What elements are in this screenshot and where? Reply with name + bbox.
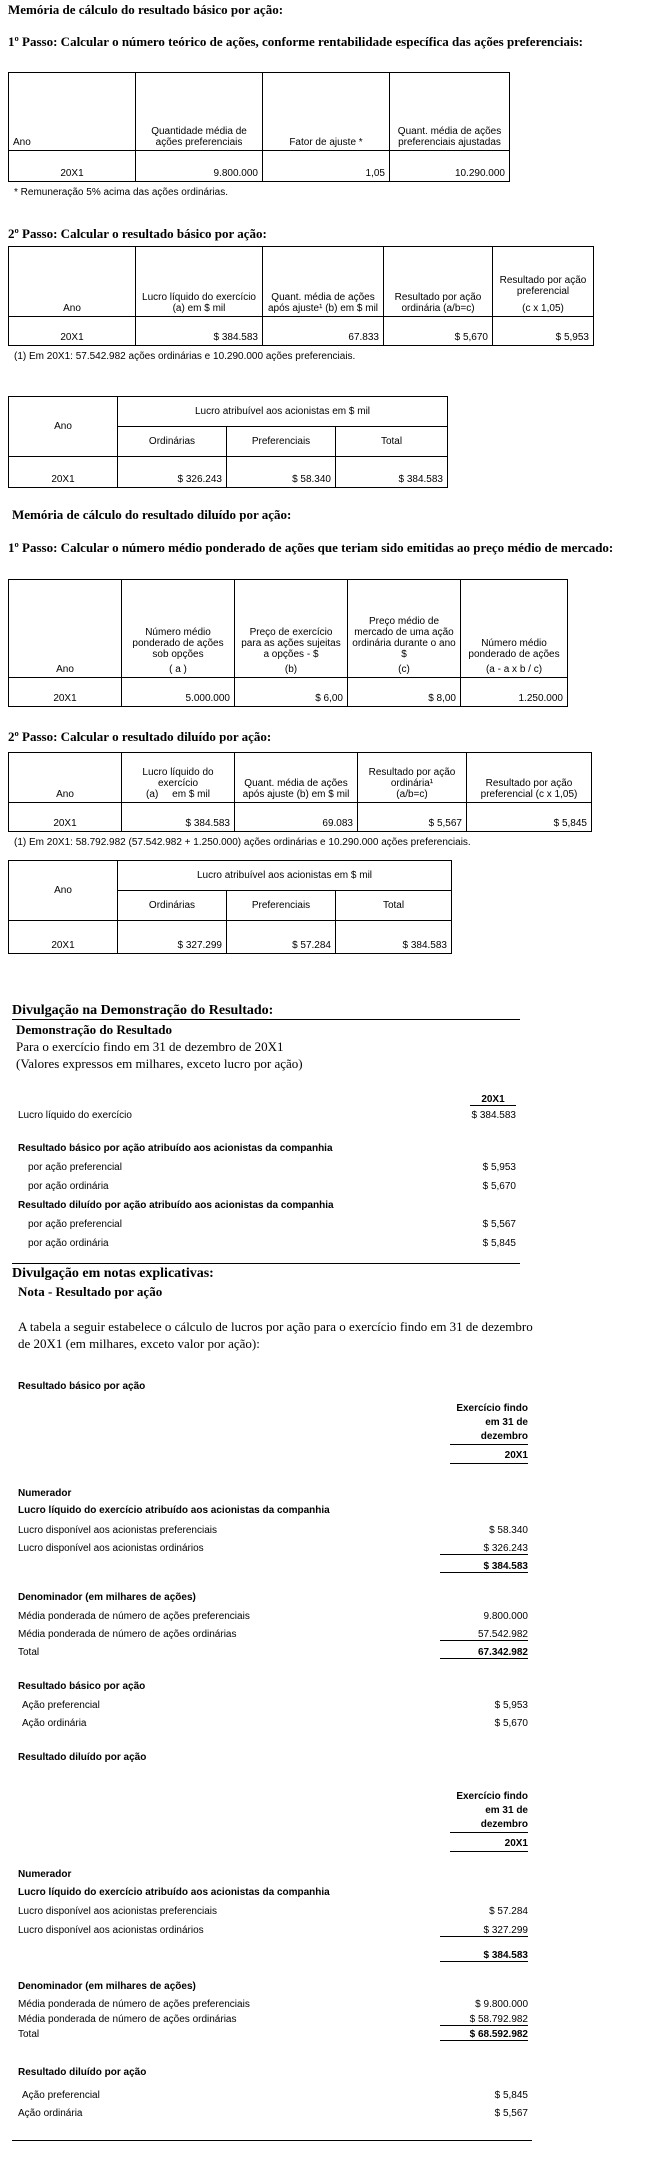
col-ano: Ano [9, 861, 118, 921]
cell-ano: 20X1 [9, 317, 136, 346]
col-group: Lucro atribuível aos acionistas em $ mil [118, 397, 448, 427]
notes-diluted-pref-label: Lucro disponível aos acionistas preferenciais [18, 1906, 217, 1917]
dre-title: Divulgação na Demonstração do Resultado: [12, 1003, 520, 1020]
notes-basic-ord-label: Lucro disponível aos acionistas ordinários [18, 1543, 204, 1554]
basic-eps-footnote: (1) Em 20X1: 57.542.982 ações ordinárias e 10.290.000 ações preferenciais. [14, 351, 356, 362]
col-res-preferencial-label: Resultado por ação preferencial [499, 275, 587, 297]
notes-basic-dord-label: Média ponderada de número de ações ordinárias [18, 1629, 237, 1640]
notes-basic-col-line1: Exercício findo [456, 1403, 528, 1414]
dre-period: Para o exercício findo em 31 de dezembro de 20X1 [16, 1039, 284, 1054]
col-quant: Quant. média de ações após ajuste (b) em $ mil [235, 753, 358, 803]
cell-total: $ 384.583 [336, 921, 452, 954]
dre-diluted-ord-value: $ 5,845 [482, 1238, 516, 1249]
cell-quant: 67.833 [263, 317, 384, 346]
cell-ajustadas: 10.290.000 [390, 151, 510, 182]
col-ordinarias: Ordinárias [118, 891, 227, 921]
cell-res-ordinaria: $ 5,670 [384, 317, 493, 346]
dre-basic-ord-label: por ação ordinária [28, 1181, 109, 1192]
col-res-ordinaria-formula: (a/b=c) [396, 789, 428, 800]
notes-basic-ord-value: $ 326.243 [440, 1543, 528, 1555]
diluted-eps-table [8, 752, 592, 832]
dre-diluted-heading: Resultado diluído por ação atribuído aos acionistas da companhia [18, 1200, 334, 1211]
col-fator: Fator de ajuste * [263, 73, 390, 151]
col-numero-medio-formula: (a - a x b / c) [485, 664, 543, 675]
col-lucro: Lucro líquido do exercício (a) em $ mil [136, 247, 263, 317]
notes-diluted-numerator: Numerador [18, 1869, 72, 1880]
diluted-title: Memória de cálculo do resultado diluído por ação: [12, 507, 292, 522]
col-res-ordinaria [358, 753, 467, 803]
col-ordinarias: Ordinárias [118, 427, 227, 457]
notes-diluted-result-pref-value: $ 5,845 [494, 2090, 528, 2101]
notes-basic-heading: Resultado básico por ação [18, 1381, 146, 1392]
col-numero-medio-label: Número médio ponderado de ações [468, 638, 560, 660]
col-res-preferencial [493, 247, 594, 317]
col-lucro [122, 753, 235, 803]
notes-basic-result-ord-value: $ 5,670 [494, 1718, 528, 1729]
cell-lucro: $ 384.583 [122, 803, 235, 832]
dre-diluted-ord-label: por ação ordinária [28, 1238, 109, 1249]
notes-subtitle: Nota - Resultado por ação [18, 1284, 163, 1299]
col-preco-exercicio-label: Preço de exercício para as ações sujeitas a opções - $ [241, 627, 341, 660]
dre-basic-heading: Resultado básico por ação atribuído aos acionistas da companhia [18, 1143, 333, 1154]
col-preferenciais: Preferenciais [227, 427, 336, 457]
notes-diluted-dpref-label: Média ponderada de número de ações preferenciais [18, 1999, 250, 2010]
col-ano: Ano [9, 73, 136, 151]
cell-fator: 1,05 [263, 151, 390, 182]
notes-diluted-result-ord-label: Ação ordinária [18, 2108, 83, 2119]
col-preco-mercado-ref: (c) [398, 664, 410, 675]
notes-basic-col-line3: dezembro [450, 1430, 528, 1445]
col-total: Total [336, 891, 452, 921]
notes-divider [12, 2140, 532, 2141]
col-quant: Quant. média de ações após ajuste¹ (b) em $ mil [263, 247, 384, 317]
notes-basic-sum: $ 384.583 [440, 1561, 528, 1573]
cell-ordinarias: $ 327.299 [118, 921, 227, 954]
col-numero-opcoes [122, 580, 235, 678]
diluted-step2: 2º Passo: Calcular o resultado diluído por ação: [8, 729, 272, 744]
notes-diluted-col-line1: Exercício findo [456, 1791, 528, 1802]
options-table [8, 579, 568, 707]
cell-preferenciais: $ 58.340 [227, 457, 336, 488]
cell-ano: 20X1 [9, 678, 122, 707]
col-ano: Ano [9, 580, 122, 678]
dre-col-header: 20X1 [470, 1094, 516, 1106]
shares-table [8, 72, 510, 182]
notes-basic-numerator: Numerador [18, 1488, 72, 1499]
col-group: Lucro atribuível aos acionistas em $ mil [118, 861, 452, 891]
notes-diluted-col-line3: dezembro [450, 1818, 528, 1833]
col-ano: Ano [9, 247, 136, 317]
col-res-ordinaria-label: Resultado por ação ordinária¹ [368, 767, 456, 789]
notes-basic-col-year: 20X1 [450, 1449, 528, 1464]
col-ano: Ano [9, 397, 118, 457]
cell-res-ordinaria: $ 5,567 [358, 803, 467, 832]
cell-quantidade: 9.800.000 [136, 151, 263, 182]
col-lucro-unit: (a) em $ mil [146, 789, 210, 800]
notes-basic-dord-value: 57.542.982 [440, 1629, 528, 1641]
diluted-profit-table [8, 860, 452, 954]
notes-diluted-heading: Resultado diluído por ação [18, 1752, 147, 1763]
basic-title: Memória de cálculo do resultado básico por ação: [8, 2, 284, 17]
notes-basic-pref-value: $ 58.340 [489, 1525, 528, 1536]
basic-step1: 1º Passo: Calcular o número teórico de ações, conforme rentabilidade específica das ações preferenciais: [8, 34, 583, 49]
notes-basic-col-line2: em 31 de [485, 1417, 528, 1428]
dre-basic-pref-value: $ 5,953 [482, 1162, 516, 1173]
notes-diluted-dord-label: Média ponderada de número de ações ordinárias [18, 2014, 237, 2025]
col-total: Total [336, 427, 448, 457]
col-res-ordinaria: Resultado por ação ordinária (a/b=c) [384, 247, 493, 317]
basic-step2: 2º Passo: Calcular o resultado básico por ação: [8, 226, 267, 241]
cell-numero-medio: 1.250.000 [461, 678, 568, 707]
dre-divider [12, 1263, 520, 1264]
notes-diluted-dpref-value: $ 9.800.000 [475, 1999, 528, 2010]
basic-profit-table [8, 396, 448, 488]
notes-diluted-col-year: 20X1 [450, 1837, 528, 1852]
col-numero-opcoes-label: Número médio ponderado de ações sob opções [132, 627, 224, 660]
cell-ano: 20X1 [9, 151, 136, 182]
col-numero-opcoes-ref: ( a ) [169, 664, 187, 675]
notes-diluted-total-label: Total [18, 2029, 40, 2040]
notes-diluted-result-heading: Resultado diluído por ação [18, 2067, 147, 2078]
col-res-preferencial-formula: (c x 1,05) [522, 303, 564, 314]
col-preco-exercicio [235, 580, 348, 678]
notes-diluted-ord-label: Lucro disponível aos acionistas ordinários [18, 1925, 204, 1936]
col-preco-mercado-label: Preço médio de mercado de uma ação ordinária durante o ano $ [352, 616, 456, 660]
cell-preferenciais: $ 57.284 [227, 921, 336, 954]
notes-diluted-result-ord-value: $ 5,567 [494, 2108, 528, 2119]
notes-basic-total-value: 67.342.982 [440, 1647, 528, 1659]
cell-quant: 69.083 [235, 803, 358, 832]
notes-diluted-col-line2: em 31 de [485, 1805, 528, 1816]
notes-basic-result-heading: Resultado básico por ação [18, 1681, 146, 1692]
cell-ordinarias: $ 326.243 [118, 457, 227, 488]
dre-diluted-pref-label: por ação preferencial [28, 1219, 122, 1230]
cell-total: $ 384.583 [336, 457, 448, 488]
col-preferenciais: Preferenciais [227, 891, 336, 921]
diluted-eps-footnote: (1) Em 20X1: 58.792.982 (57.542.982 + 1.250.000) ações ordinárias e 10.290.000 ações preferenciais. [14, 837, 471, 848]
col-ano: Ano [9, 753, 122, 803]
notes-basic-numerator-sub: Lucro líquido do exercício atribuído aos acionistas da companhia [18, 1505, 330, 1516]
notes-basic-dpref-label: Média ponderada de número de ações preferenciais [18, 1611, 250, 1622]
dre-basic-ord-value: $ 5,670 [482, 1181, 516, 1192]
notes-basic-total-label: Total [18, 1647, 40, 1658]
notes-basic-result-ord-label: Ação ordinária [22, 1718, 87, 1729]
notes-basic-dpref-value: 9.800.000 [483, 1611, 528, 1622]
cell-res-preferencial: $ 5,953 [493, 317, 594, 346]
notes-diluted-dord-value: $ 58.792.982 [440, 2014, 528, 2026]
cell-ano: 20X1 [9, 921, 118, 954]
col-quantidade: Quantidade média de ações preferenciais [136, 73, 263, 151]
notes-basic-denominator: Denominador (em milhares de ações) [18, 1592, 196, 1603]
col-preco-mercado [348, 580, 461, 678]
dre-basic-pref-label: por ação preferencial [28, 1162, 122, 1173]
notes-basic-pref-label: Lucro disponível aos acionistas preferenciais [18, 1525, 217, 1536]
cell-preco-mercado: $ 8,00 [348, 678, 461, 707]
cell-ano: 20X1 [9, 457, 118, 488]
col-numero-medio [461, 580, 568, 678]
notes-basic-result-pref-label: Ação preferencial [22, 1700, 100, 1711]
shares-footnote: * Remuneração 5% acima das ações ordinárias. [14, 187, 228, 198]
cell-res-preferencial: $ 5,845 [467, 803, 592, 832]
cell-ano: 20X1 [9, 803, 122, 832]
col-ajustadas: Quant. média de ações preferenciais ajustadas [390, 73, 510, 151]
cell-lucro: $ 384.583 [136, 317, 263, 346]
basic-eps-table [8, 246, 594, 346]
dre-lucro-value: $ 384.583 [471, 1110, 516, 1121]
notes-diluted-result-pref-label: Ação preferencial [22, 2090, 100, 2101]
dre-lucro-label: Lucro líquido do exercício [18, 1110, 132, 1121]
notes-diluted-sum: $ 384.583 [440, 1950, 528, 1962]
notes-diluted-numerator-sub: Lucro líquido do exercício atribuído aos acionistas da companhia [18, 1887, 330, 1898]
notes-diluted-denominator: Denominador (em milhares de ações) [18, 1981, 196, 1992]
notes-diluted-total-value: $ 68.592.982 [440, 2029, 528, 2041]
col-preco-exercicio-ref: (b) [284, 664, 298, 675]
notes-diluted-col-header [450, 1790, 528, 1852]
col-lucro-label: Lucro líquido do exercício [142, 767, 214, 789]
notes-basic-result-pref-value: $ 5,953 [494, 1700, 528, 1711]
notes-basic-col-header [450, 1402, 528, 1464]
notes-title: Divulgação em notas explicativas: [12, 1266, 214, 1281]
col-res-preferencial: Resultado por ação preferencial (c x 1,05) [467, 753, 592, 803]
notes-diluted-ord-value: $ 327.299 [440, 1925, 528, 1937]
notes-diluted-pref-value: $ 57.284 [489, 1906, 528, 1917]
cell-numero-opcoes: 5.000.000 [122, 678, 235, 707]
dre-unit-note: (Valores expressos em milhares, exceto lucro por ação) [16, 1056, 303, 1071]
dre-subtitle: Demonstração do Resultado [16, 1022, 172, 1037]
notes-intro: A tabela a seguir estabelece o cálculo de lucros por ação para o exercício findo em 31 de dezembro de 20X1 (em milhares, exceto valor por ação): [18, 1319, 533, 1351]
diluted-step1: 1º Passo: Calcular o número médio ponderado de ações que teriam sido emitidas ao preço médio de mercado: [8, 540, 614, 555]
dre-diluted-pref-value: $ 5,567 [482, 1219, 516, 1230]
cell-preco-exercicio: $ 6,00 [235, 678, 348, 707]
